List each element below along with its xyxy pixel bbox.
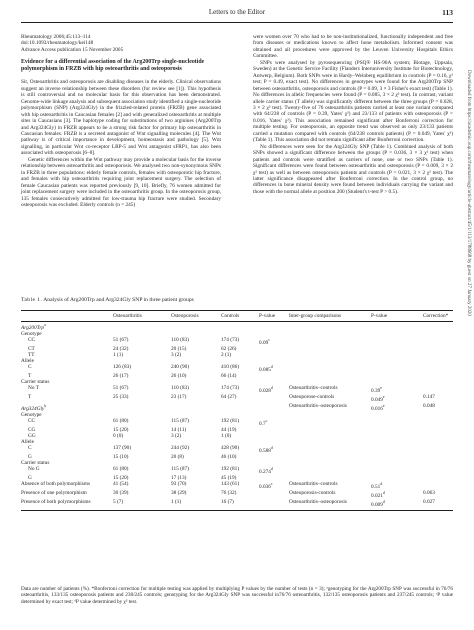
cell-text: 5 (7) (113, 498, 124, 505)
cell-text: 93 (70) (171, 481, 187, 488)
table-row (21, 337, 453, 346)
table-cell (113, 337, 171, 346)
table-cell (289, 481, 371, 490)
cell-text: 0 (0) (113, 432, 124, 439)
cell-text: Presence of one polymorphism (21, 489, 87, 496)
right-column (253, 34, 453, 195)
table-row (21, 394, 453, 403)
article-title: Evidence for a differential association of the Arg200Trp single-nucleotide polymorphism in FRZB with hip osteoarthritis and osteoporosis (21, 59, 205, 73)
cell-text: Carrier status (21, 460, 50, 466)
table-cell (289, 499, 371, 510)
cell-text: G (28, 474, 32, 481)
table-cell (423, 481, 453, 490)
cell-text: T (28, 373, 32, 380)
cell-text: 0.7 (259, 420, 266, 427)
cell-text: 174 (73) (221, 385, 240, 392)
cell-text: 0.588 (259, 447, 271, 454)
footnote-marker: e (382, 403, 385, 408)
table-cell (371, 445, 423, 454)
table-cell (371, 322, 423, 331)
table-cell (423, 385, 453, 394)
table-cell (259, 445, 289, 454)
table-cell (221, 394, 259, 403)
cell-text: Genotype (21, 411, 42, 418)
cell-text: 0.009 (371, 501, 383, 508)
table-cell (423, 394, 453, 403)
footnote-marker: c (265, 418, 268, 423)
table-cell (371, 466, 423, 475)
table-cell (113, 490, 171, 499)
table-cell (221, 364, 259, 373)
table-cell (171, 490, 221, 499)
table-cell (371, 364, 423, 373)
row-label (21, 322, 113, 331)
cell-text: 46 (10) (221, 453, 237, 460)
cell-text: 26 (17) (113, 373, 129, 380)
paragraph: were women over 70 who had to be non-institutionalized, functionally independent and free from diseases or medications known to affect bone metabolism. Informed consent was obtained and all procedures were approved by the Leuven University Hospitals Ethics Committee. (253, 34, 453, 60)
results-table (21, 310, 453, 511)
cell-text: CG (28, 426, 36, 433)
table-row (21, 385, 453, 394)
table-cell (259, 337, 289, 346)
header-rule (21, 22, 453, 23)
table-row (21, 364, 453, 373)
cell-text: C (28, 445, 32, 452)
cell-text: CC (28, 337, 36, 344)
footnote-marker: d (270, 365, 273, 370)
table-footnote: Data are number of patients (%). *Bonferroni correction for multiple testing was applied by multiplying P values by the number of tests (n = 3); ᵃgenotyping for the Arg200Trp SNP was successful in 76/76 osteoarthritis, 133/135 osteoporosis patients and 238/245 controls; genotyping for the Arg324Gly SNP was successful in76/76 osteoarthritis, 132/135 osteoporosis patients and 237/245 controls; ᶜP value determined by exact test; ᵈP value determined by χ² test. (21, 586, 453, 605)
article-meta (21, 34, 221, 53)
table-row (21, 322, 453, 331)
cell-text: 61 (80) (113, 417, 129, 424)
table-row (21, 481, 453, 490)
table-caption-label: Table 1. (21, 297, 43, 303)
table-cell (259, 394, 289, 403)
cell-text: 428 (90) (221, 445, 240, 452)
table-cell (113, 403, 171, 412)
table-cell (289, 337, 371, 346)
table-cell (171, 466, 221, 475)
cell-text: C (28, 364, 32, 371)
cell-text: 38 (29) (171, 489, 187, 496)
column-header: Controls (221, 311, 259, 322)
table-row (21, 490, 453, 499)
advance-access: Advance Access publication 15 November 2005 (21, 46, 124, 53)
table-cell (221, 385, 259, 394)
cell-text: Allele (21, 358, 34, 365)
table-cell (289, 394, 371, 403)
cell-text: 15 (20) (113, 474, 129, 481)
cell-text: CC (28, 417, 36, 424)
table-row (21, 445, 453, 454)
table-cell (171, 394, 221, 403)
row-label (21, 466, 113, 475)
cell-text: 244 (92) (171, 445, 190, 452)
table-cell (423, 322, 453, 331)
cell-text: 240 (90) (171, 364, 190, 371)
table-cell (171, 481, 221, 490)
cell-text: Osteoarthritis–controls (289, 385, 338, 392)
table-cell (259, 499, 289, 510)
cell-text: GG (28, 432, 36, 439)
table-cell (423, 418, 453, 427)
cell-text: 15 (10) (113, 453, 129, 460)
table-row (21, 499, 453, 510)
table-cell (171, 418, 221, 427)
column-header: Correction* (423, 311, 453, 322)
cell-text: No G (28, 466, 40, 473)
table-cell (113, 364, 171, 373)
cell-text: Arg324Gly (21, 405, 45, 412)
left-column (21, 34, 221, 208)
table-cell (371, 403, 423, 412)
cell-text: 25 (33) (113, 394, 129, 401)
row-label (21, 403, 113, 412)
table-cell (221, 403, 259, 412)
footnote-marker: e (380, 386, 382, 391)
table-cell (259, 403, 289, 412)
cell-text: 0.048 (423, 402, 435, 409)
table-caption-text: Analysis of Arg200Trp and Arg324Gly SNP in three patient groups (43, 297, 194, 303)
download-note-text: Downloaded from https://academic.oup.com/rheumatology/article-abstract/45/1/113/1788668 by guest on 27 January 2020 (466, 70, 471, 316)
cell-text: 2 (1) (221, 352, 232, 358)
table-cell (113, 499, 171, 510)
cell-text: G (28, 453, 32, 460)
cell-text: 15 (20) (113, 426, 129, 433)
cell-text: 192 (81) (221, 466, 240, 473)
footnote-marker: d (270, 446, 273, 451)
table-cell (221, 481, 259, 490)
column-header: Inter-group comparisons (289, 311, 371, 322)
table-cell (221, 466, 259, 475)
table-cell (371, 418, 423, 427)
table-cell (113, 466, 171, 475)
footnote-marker: d (382, 499, 385, 504)
table-cell (113, 481, 171, 490)
table-body (21, 322, 453, 511)
table-cell (171, 403, 221, 412)
table-cell (113, 322, 171, 331)
cell-text: 0.021 (371, 492, 383, 499)
table-cell (113, 394, 171, 403)
cell-text: 61 (80) (113, 466, 129, 473)
footnote-marker: c (270, 482, 273, 487)
table-cell (371, 499, 423, 510)
cell-text: 51 (67) (113, 337, 129, 344)
cell-text: Genotype (21, 330, 42, 337)
cell-text: 143 (61) (221, 481, 240, 488)
cell-text: 3 (2) (171, 432, 182, 439)
cell-text: 0.063 (423, 489, 435, 496)
footnote-marker: a (44, 323, 46, 328)
cell-text: TT (28, 352, 35, 358)
cell-text: 30 (39) (113, 489, 129, 496)
cell-text: T (28, 394, 32, 401)
cell-text: 45 (19) (221, 474, 237, 481)
cell-text: 20 (8) (171, 453, 184, 460)
cell-text: Absence of both polymorphisms (21, 481, 90, 488)
cell-text: 0.016 (371, 405, 383, 412)
journal-citation: Rheumatology 2006;45:113–114 (21, 34, 91, 40)
table-cell (171, 445, 221, 454)
footnote-marker: e (382, 395, 385, 400)
footnote-marker: d (270, 386, 273, 391)
cell-text: 51 (67) (113, 385, 129, 392)
cell-text: 20 (15) (171, 345, 187, 352)
table-cell (221, 490, 259, 499)
cell-text: Osteoarthritis–controls (289, 481, 338, 488)
footnote-marker: d (270, 467, 273, 472)
paragraph: No differences were seen for the Arg324Gly SNP (Table 1). Combined analysis of both SNPs showed a significant difference between the groups (P = 0.036, 3 × 3 χ² test) when patients and controls were stratified as carriers of none, one or two SNPs (Table 1). Significant differences were found between osteoarthritis and osteoporosis (P = 0.009, 3 × 2 χ² test) as well as between osteoporosis patients and controls (P = 0.021, 3 × 2 χ² test). The latter significance disappeared after Bonferroni correction. In the control group, no differences in bone mineral density were found between individuals carrying the variant and those with the normal allele at position 200 (Student's t-test P > 0.5). (253, 143, 453, 195)
cell-text: 0.39 (371, 388, 381, 394)
footnote-marker: d (380, 482, 383, 487)
cell-text: 174 (73) (221, 337, 240, 344)
table-cell (289, 418, 371, 427)
cell-text: 110 (83) (171, 337, 189, 344)
cell-text: 0.147 (423, 394, 435, 401)
table-cell (259, 364, 289, 373)
table-cell (423, 466, 453, 475)
cell-text: 0.09 (259, 339, 269, 346)
table-cell (259, 322, 289, 331)
cell-text: 410 (86) (221, 364, 240, 371)
cell-text: 16 (7) (221, 498, 234, 505)
footnote-marker: d (382, 490, 385, 495)
cell-text: 17 (13) (171, 474, 187, 481)
paragraph: Sir, Osteoarthritis and osteoporosis are disabling diseases in the elderly. Clinical observations suggest an inverse relationship between these disorders (for review see [1]). This hypothesis is still controversial and no molecular basis for this observation has been demonstrated. Genome-wide linkage analysis and subsequent association study identified a single-nucleotide polymorphism (SNP) (Arg324Gly) in the frizzled-related protein (FRZB) gene associated with hip osteoarthritis in Caucasian females [2] and with generalized osteoarthritis at multiple sites in Caucasians [3]. The haplotype coding for substitutions of two arginines (Arg200Trp and Arg324Gly) in FRZB appears to be a strong risk factor for primary hip osteoarthritis in Caucasian females. FRZB is a secreted antagonist of Wnt signalling molecules [4]. The Wnt pathway is of critical importance in development, homeostasis and pathology [5]. Wnt signalling, in particular Wnt co-receptor LRP-5 and Wnt antagonist sFRP1, has also been associated with osteoporosis [6–8]. (21, 79, 221, 157)
table-cell (371, 490, 423, 499)
cell-text: Osteoarthritis–osteoporosis (289, 498, 347, 505)
table-cell (423, 445, 453, 454)
cell-text: 41 (54) (113, 481, 129, 488)
cell-text: 0.027 (423, 498, 435, 505)
table-cell (423, 499, 453, 510)
cell-text: 110 (83) (171, 385, 189, 392)
cell-text: 3 (2) (171, 352, 182, 358)
table-cell (289, 466, 371, 475)
cell-text: Arg200Trp (21, 324, 45, 331)
cell-text: Osteoarthritis–osteoporosis (289, 402, 347, 409)
cell-text: 23 (17) (171, 394, 187, 401)
cell-text: Allele (21, 438, 34, 445)
table-row (21, 466, 453, 475)
running-title: Letters to the Editor (208, 8, 266, 16)
table-cell (289, 490, 371, 499)
table-cell (221, 418, 259, 427)
table-row (21, 418, 453, 427)
table-cell (371, 481, 423, 490)
table-cell (259, 490, 289, 499)
row-label (21, 499, 113, 510)
cell-text: 0.085 (259, 366, 271, 373)
table-cell (423, 490, 453, 499)
column-header (21, 311, 113, 322)
cell-text: 115 (87) (171, 417, 189, 424)
table-cell (289, 403, 371, 412)
table-header-row (21, 311, 453, 322)
table-cell (289, 385, 371, 394)
column-header: P-value (259, 311, 289, 322)
footnote-marker: b (44, 403, 47, 408)
table-caption (21, 297, 194, 303)
cell-text: 66 (14) (221, 373, 237, 380)
cell-text: No T (28, 385, 39, 392)
cell-text: Presence of both polymorphisms (21, 498, 91, 505)
table-cell (113, 418, 171, 427)
table-cell (221, 322, 259, 331)
cell-text: 0.274 (259, 468, 271, 475)
cell-text: 62 (26) (221, 345, 237, 352)
table-cell (171, 337, 221, 346)
cell-text: 26 (10) (171, 373, 187, 380)
cell-text: 44 (19) (221, 426, 237, 433)
cell-text: CT (28, 345, 35, 352)
footnote-marker: c (268, 338, 270, 343)
cell-text: 0.036 (259, 483, 271, 490)
table-cell (371, 394, 423, 403)
table-cell (423, 403, 453, 412)
cell-text: 0.049 (371, 396, 383, 403)
table-cell (371, 385, 423, 394)
table-row (21, 403, 453, 412)
cell-text: 64 (27) (221, 394, 237, 401)
table-cell (289, 364, 371, 373)
cell-text: 0.028 (259, 388, 271, 394)
running-header (0, 8, 474, 22)
doi[interactable]: doi:10.1093/rheumatology/kei148 (21, 40, 94, 47)
column-header: Osteoarthritis (113, 311, 171, 322)
cell-text: Osteoporose-controls (289, 394, 335, 401)
cell-text: 0.51 (371, 483, 381, 490)
cell-text: 1 (1) (113, 352, 124, 358)
table-cell (259, 385, 289, 394)
paragraph: Genetic differences within the Wnt pathway may provide a molecular basis for the inverse relationship between osteoarthritis and osteoporosis. We analysed two non-synonymous SNPs in FRZB in three populations: elderly female controls, females with osteoporotic hip fracture, and females with hip osteoarthritis requiring joint replacement surgery. The selection of female Caucasian patients was reported previously [9, 10]. Briefly, 76 women admitted for joint replacement surgery were included in the osteoarthritis group. In the osteoporosis group, 135 females consecutively admitted for low-trauma hip fracture were studied. Secondary osteoporosis was excluded. Elderly controls (n = 245) (21, 156, 221, 208)
table-cell (171, 385, 221, 394)
cell-text: Osteoporosis-controls (289, 489, 336, 496)
table-cell (371, 337, 423, 346)
table-cell (289, 322, 371, 331)
cell-text: 115 (87) (171, 466, 189, 473)
page-number: 113 (442, 8, 453, 17)
cell-text: 126 (83) (113, 364, 132, 371)
table-cell (171, 364, 221, 373)
table-cell (259, 481, 289, 490)
cell-text: 1 (1) (171, 498, 182, 505)
table-cell (221, 337, 259, 346)
table-cell (259, 466, 289, 475)
cell-text: 1 (0) (221, 432, 232, 439)
cell-text: 192 (81) (221, 417, 240, 424)
table-cell (171, 322, 221, 331)
row-label (21, 337, 113, 346)
row-label (21, 418, 113, 427)
table-cell (113, 385, 171, 394)
table-cell (221, 499, 259, 510)
cell-text: Carrier status (21, 379, 50, 386)
cell-text: 24 (32) (113, 345, 129, 352)
table-cell (289, 445, 371, 454)
row-label (21, 394, 113, 403)
row-label (21, 490, 113, 499)
row-label (21, 385, 113, 394)
column-header: Osteoporosis (171, 311, 221, 322)
download-note (464, 70, 472, 530)
row-label (21, 445, 113, 454)
cell-text: 76 (32) (221, 489, 237, 496)
table-cell (171, 499, 221, 510)
cell-text: 14 (11) (171, 426, 187, 433)
row-label (21, 364, 113, 373)
row-label (21, 481, 113, 490)
table-cell (259, 418, 289, 427)
table-cell (221, 445, 259, 454)
table-cell (423, 364, 453, 373)
cell-text: 137 (90) (113, 445, 132, 452)
paragraph: SNPs were analysed by pyrosequencing (PSQ® HS-96A system; Biotage, Uppsala, Sweden) at the Genetic Service Facility (Flanders Interuniversity Institute for Biotechnology, Antwerp, Belgium). Both SNPs were in Hardy–Weinberg equilibrium in controls (P = 0.16, χ² test; P = 0.49, exact test). No differences in genotypes were found for the Arg200Trp SNP between osteoarthritis, osteoporosis and controls (P = 0.09, 3 × 3 Fisher's exact test) (Table 1). No differences in allelic frequencies were found (P = 0.085, 3 × 2 χ² test). In contrast, variant allele carrier status (T allele) was significantly different between the three groups (P = 0.028, 3 × 2 χ² test). Twenty-five of 76 osteoarthritis patients carried at least one variant compared with 64/238 of controls (P = 0.39, Yates' χ²) and 23/133 of patients with osteoporosis (P = 0.016, Yates' χ²). This association remained significant after Bonferroni correction for multiple testing. For osteoporosis, an opposite trend was observed as only 23/133 patients carried a mutation compared with controls (64/238 controls patients) (P = 0.049, Yates' χ²) (Table 1). This association did not remain significant after Bonferroni correction. (253, 59, 453, 144)
table-cell (113, 445, 171, 454)
column-header: P-value (371, 311, 423, 322)
table-cell (423, 337, 453, 346)
